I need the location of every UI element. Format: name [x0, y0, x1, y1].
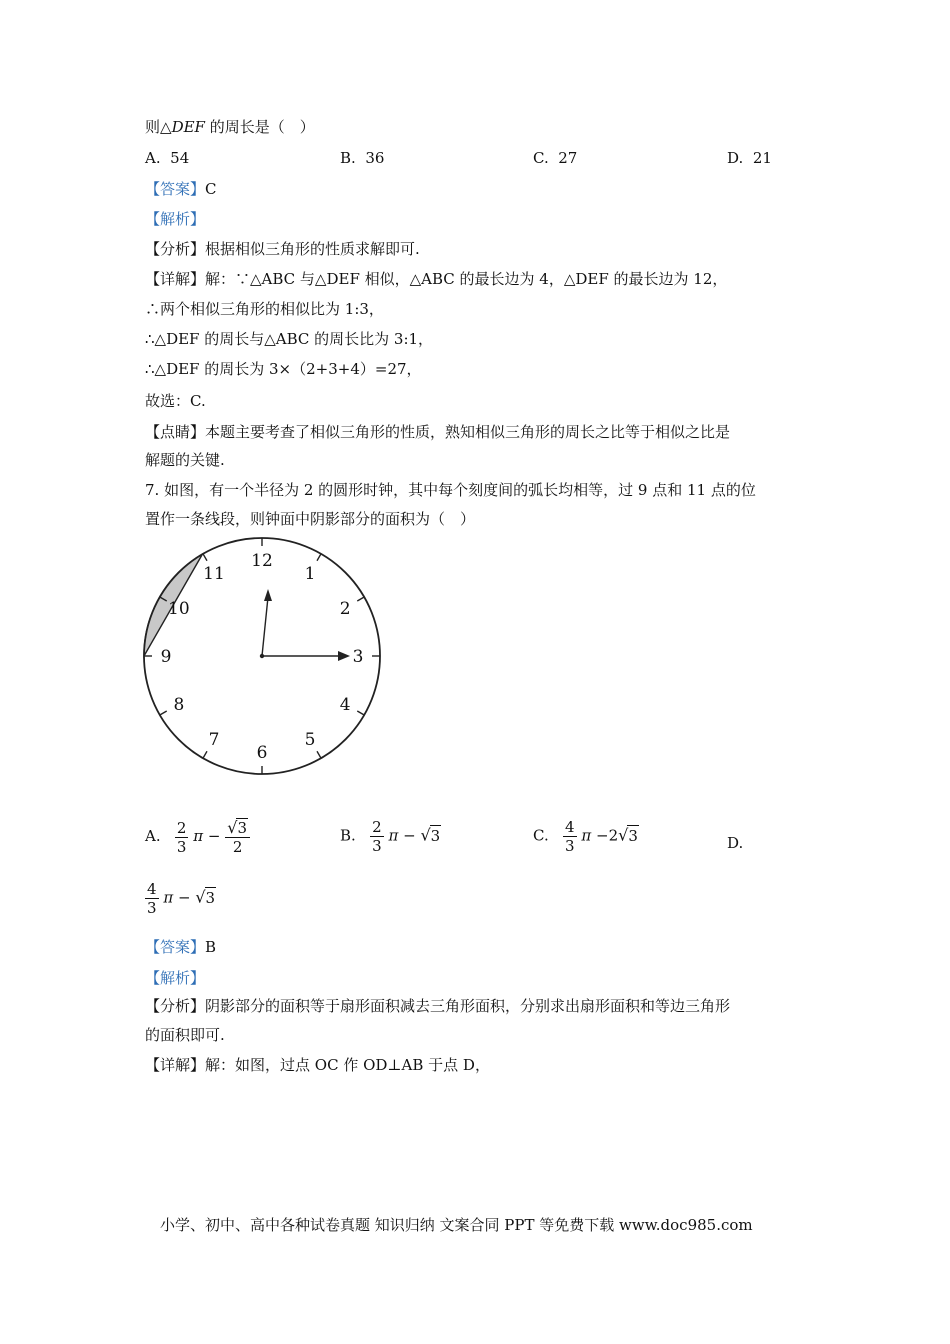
q7-option-c: C. $\frac{4}{3}$ π −2√3 — [533, 818, 638, 855]
hour-hand-arrowhead — [264, 589, 272, 601]
clock-number: 11 — [203, 563, 225, 584]
multiplier: 2 — [608, 826, 619, 845]
detail-text: 解：如图，过点 OC 作 OD⊥AB 于点 D， — [205, 1056, 490, 1074]
q7-fenxi-line2: 的面积即可. — [145, 1026, 225, 1044]
radicand: 3 — [430, 826, 441, 845]
coef-fraction — [563, 818, 577, 855]
q7-question-line1: 7. 如图，有一个半径为 2 的圆形时钟，其中每个刻度间的弧长均相等，过 9 点和 11 点的位 — [145, 481, 756, 499]
detail-label: 【详解】 — [145, 270, 206, 288]
q6-detail-line4: ∴△DEF 的周长为 3×（2+3+4）=27， — [145, 360, 422, 378]
q6-answer — [145, 179, 217, 199]
pi-symbol: π — [193, 827, 204, 845]
numerator: 4 — [147, 880, 157, 898]
answer-label: 【答案】 — [145, 180, 206, 198]
minus-sign: − — [177, 888, 191, 907]
clock-number: 9 — [160, 647, 172, 667]
minus-sign: − — [403, 826, 416, 845]
radicand: 3 — [628, 826, 638, 845]
option-letter: D. — [727, 149, 744, 167]
clock-center — [260, 654, 264, 658]
q6-suffix: 的周长是（ ） — [204, 118, 315, 136]
clock-number: 6 — [256, 743, 268, 763]
minus-sign: − — [207, 827, 221, 845]
page-footer: 小学、初中、高中各种试卷真题 知识归纳 文案合同 PPT 等免费下载 www.doc985.com — [160, 1216, 753, 1234]
clock-number: 8 — [173, 695, 185, 715]
pi-symbol: π — [388, 826, 399, 845]
radicand: 3 — [205, 888, 216, 907]
q7-option-d: $\frac{4}{3}$ π − √3 — [147, 880, 216, 917]
numerator: √3 — [225, 818, 250, 838]
q7-answer — [145, 937, 216, 957]
detail-text: 解：∵△ABC 与△DEF 相似，△ABC 的最长边为 4，△DEF 的最长边为 12， — [205, 270, 728, 288]
q6-option-c — [533, 148, 577, 168]
numerator: 2 — [372, 818, 382, 836]
clock-number: 2 — [339, 599, 351, 619]
q6-dianjing-line2: 解题的关键. — [145, 451, 225, 469]
coef-fraction — [145, 880, 159, 917]
minute-hand-arrowhead — [338, 651, 350, 661]
fenxi-text: 阴影部分的面积等于扇形面积减去三角形面积，分别求出扇形面积和等边三角形 — [205, 997, 731, 1015]
q6-detail-line5: 故选：C. — [145, 392, 206, 410]
q6-dianjing-line1 — [145, 422, 730, 442]
q7-fenxi-line1 — [145, 996, 730, 1016]
clock-tick — [203, 554, 207, 561]
fenxi-text: 根据相似三角形的性质求解即可. — [205, 240, 420, 258]
q7-jiexi-label: 【解析】 — [145, 969, 206, 987]
clock-number: 10 — [168, 599, 190, 619]
dianjing-text: 本题主要考查了相似三角形的性质，熟知相似三角形的周长之比等于相似之比是 — [205, 423, 731, 441]
clock-tick — [357, 711, 364, 715]
radicand: 3 — [237, 819, 247, 837]
denominator: 3 — [565, 837, 575, 855]
denominator: 3 — [372, 837, 382, 855]
coef-fraction — [175, 819, 189, 856]
q7-option-a — [145, 818, 250, 856]
option-value: 36 — [365, 149, 385, 167]
clock-figure — [130, 530, 400, 790]
dianjing-label: 【点睛】 — [145, 423, 206, 441]
minus-sign: − — [596, 826, 609, 845]
fenxi-label: 【分析】 — [145, 240, 206, 258]
q6-question-line — [145, 117, 315, 137]
clock-number: 12 — [251, 551, 273, 571]
clock-number: 5 — [304, 730, 316, 751]
clock-number: 4 — [339, 695, 351, 715]
clock-tick — [203, 751, 207, 758]
option-letter: C. — [533, 826, 549, 845]
q6-prefix: 则 — [145, 118, 161, 136]
option-letter: A. — [145, 827, 161, 845]
q7-question-line2: 置作一条线段，则钟面中阴影部分的面积为（ ） — [145, 510, 476, 528]
numerator: 2 — [176, 818, 187, 837]
option-letter: A. — [145, 149, 161, 167]
option-letter: B. — [340, 149, 356, 167]
clock-number: 1 — [304, 563, 316, 584]
coef-fraction — [370, 818, 384, 855]
fenxi-label: 【分析】 — [145, 997, 206, 1015]
option-value: 27 — [558, 149, 578, 167]
q6-detail-line2: ∴两个相似三角形的相似比为 1:3， — [145, 300, 384, 318]
q7-detail — [145, 1055, 490, 1075]
root-fraction — [225, 818, 250, 856]
q6-detail-line3: ∴△DEF 的周长与△ABC 的周长比为 3:1， — [145, 330, 434, 348]
answer-label: 【答案】 — [145, 938, 206, 956]
option-letter: B. — [340, 826, 356, 845]
denominator: 2 — [232, 838, 243, 856]
denominator: 3 — [147, 899, 157, 917]
hour-hand — [262, 597, 268, 656]
answer-value: C — [205, 180, 217, 198]
clock-tick — [357, 597, 364, 601]
clock-tick — [160, 711, 167, 715]
clock-tick — [317, 554, 321, 561]
q6-option-a — [145, 148, 189, 168]
detail-label: 【详解】 — [145, 1056, 206, 1074]
q6-jiexi-label: 【解析】 — [145, 210, 206, 228]
option-value: 54 — [170, 149, 190, 167]
triangle-symbol: △ — [160, 118, 172, 136]
triangle-def: DEF — [171, 118, 205, 136]
q6-option-d — [727, 148, 772, 168]
clock-tick — [317, 751, 321, 758]
q6-fenxi — [145, 239, 420, 259]
pi-symbol: π — [581, 826, 592, 845]
numerator: 4 — [565, 818, 575, 836]
option-letter: C. — [533, 149, 549, 167]
clock-number: 3 — [352, 647, 364, 667]
pi-symbol: π — [163, 888, 174, 907]
answer-value: B — [205, 938, 217, 956]
q6-detail-line1 — [145, 269, 727, 289]
q6-option-b — [340, 148, 384, 168]
denominator: 3 — [176, 837, 187, 856]
q7-option-d-letter: D. — [727, 834, 744, 852]
option-value: 21 — [752, 149, 772, 167]
q7-option-b: B. $\frac{2}{3}$ π − √3 — [340, 818, 441, 855]
clock-number: 7 — [208, 730, 220, 751]
